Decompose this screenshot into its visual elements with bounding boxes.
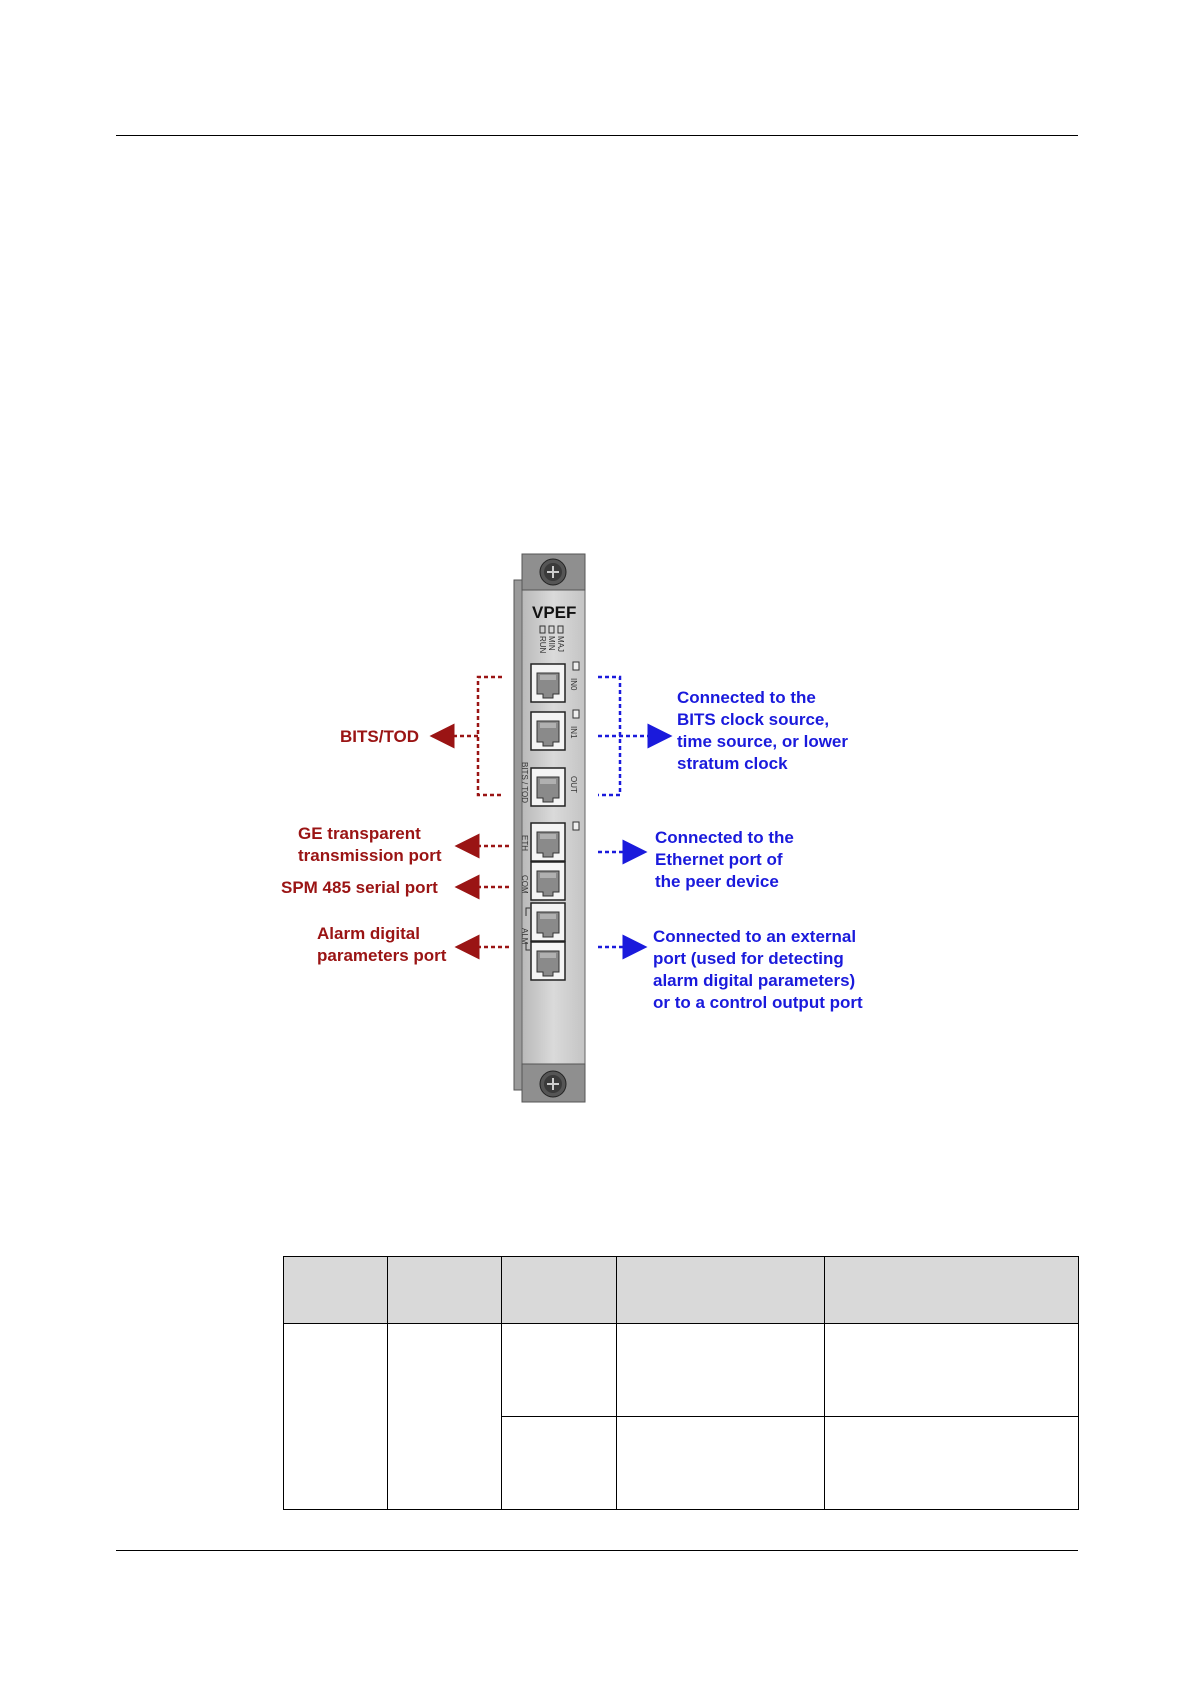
label-spm: SPM 485 serial port — [281, 878, 438, 897]
label-alarm-line2: parameters port — [317, 946, 447, 965]
table-header-cell — [388, 1257, 502, 1324]
label-alarm-4: or to a control output port — [653, 993, 863, 1012]
label-bits-tod: BITS/TOD — [340, 727, 420, 746]
right-connectors — [598, 677, 670, 947]
table-header-row — [284, 1257, 1079, 1324]
port-eth[interactable] — [531, 823, 565, 861]
table-header-cell — [825, 1257, 1079, 1324]
port-led — [573, 662, 579, 670]
label-eth-3: the peer device — [655, 872, 779, 891]
indicator-maj: MAJ — [556, 636, 565, 652]
table-cell — [388, 1324, 502, 1510]
table-header-cell — [502, 1257, 617, 1324]
label-eth-1: Connected to the — [655, 828, 794, 847]
label-bits-3: time source, or lower — [677, 732, 848, 751]
label-ge-line2: transmission port — [298, 846, 442, 865]
table-header-cell — [284, 1257, 388, 1324]
table-cell — [284, 1324, 388, 1510]
port-label-in1: IN1 — [569, 726, 578, 739]
table-header-cell — [617, 1257, 825, 1324]
table-cell — [502, 1324, 617, 1417]
label-alarm-2: port (used for detecting — [653, 949, 844, 968]
port-label-out: OUT — [569, 776, 578, 793]
port-label-alm: ALM — [520, 928, 529, 945]
port-led — [573, 822, 579, 830]
label-alarm-1: Connected to an external — [653, 927, 857, 946]
table-cell — [617, 1417, 825, 1510]
port-alm-2[interactable] — [531, 942, 565, 980]
table-cell — [617, 1324, 825, 1417]
label-ge-line1: GE transparent — [298, 824, 421, 843]
table-cell — [825, 1324, 1079, 1417]
board-name: VPEF — [532, 603, 577, 622]
port-label-com: COM — [520, 875, 529, 894]
port-in1[interactable] — [531, 712, 565, 750]
table-cell — [502, 1417, 617, 1510]
table-cell — [825, 1417, 1079, 1510]
table-row — [284, 1324, 1079, 1417]
port-alm-1[interactable] — [531, 903, 565, 941]
footer-rule — [116, 1550, 1078, 1551]
port-in0[interactable] — [531, 664, 565, 702]
board-panel — [514, 554, 585, 1102]
port-label-in0: IN0 — [569, 678, 578, 691]
bits-tod-bracket-label: BITS / TOD — [520, 762, 529, 804]
indicator-min: MIN — [547, 636, 556, 651]
port-out[interactable] — [531, 768, 565, 806]
top-screw-icon — [540, 559, 566, 585]
port-led — [573, 710, 579, 718]
label-alarm-3: alarm digital parameters) — [653, 971, 856, 990]
label-bits-2: BITS clock source, — [677, 710, 830, 729]
ports-table — [283, 1256, 1079, 1510]
label-eth-2: Ethernet port of — [655, 850, 783, 869]
indicator-run: RUN — [538, 636, 547, 654]
bottom-screw-icon — [540, 1071, 566, 1097]
left-connectors — [432, 677, 509, 947]
port-label-eth: ETH — [520, 835, 529, 851]
label-bits-4: stratum clock — [677, 754, 788, 773]
label-alarm-line1: Alarm digital — [317, 924, 420, 943]
label-bits-1: Connected to the — [677, 688, 816, 707]
port-com[interactable] — [531, 862, 565, 900]
